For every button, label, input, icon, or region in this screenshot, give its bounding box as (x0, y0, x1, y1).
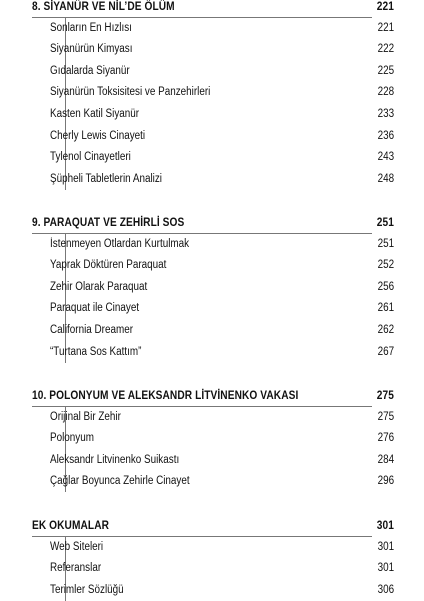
entry-title: Paraquat ile Cinayet (50, 302, 140, 315)
toc-entry[interactable] (32, 407, 394, 429)
toc-entry[interactable] (32, 471, 394, 493)
chapter-page-number: 275 (376, 388, 394, 402)
chapter-heading[interactable] (32, 515, 394, 537)
entry-page-number: 236 (377, 129, 394, 142)
toc-entry[interactable] (32, 277, 394, 299)
chapter-title: 8. SİYANÜR VE NİL’DE ÖLÜM (32, 0, 175, 13)
toc-chapter (32, 0, 394, 190)
toc-entry[interactable] (32, 104, 394, 126)
chapter-page-number: 221 (376, 0, 394, 13)
entry-title: Çağlar Boyunca Zehirle Cinayet (50, 475, 190, 488)
entry-title: Gıdalarda Siyanür (50, 64, 130, 77)
entry-page-number: 261 (377, 302, 394, 315)
toc-entry[interactable] (32, 255, 394, 277)
entry-title: Zehir Olarak Paraquat (50, 280, 148, 293)
entry-page-number: 301 (377, 562, 394, 575)
toc-chapter (32, 515, 394, 601)
toc-entry[interactable] (32, 558, 394, 580)
entry-page-number: 225 (377, 64, 394, 77)
entry-title: Sonların En Hızlısı (50, 21, 132, 34)
entry-title: Şüpheli Tabletlerin Analizi (50, 172, 162, 185)
entry-page-number: 221 (377, 21, 394, 34)
entry-page-number: 275 (377, 410, 394, 423)
toc-entry[interactable] (32, 234, 394, 256)
chapter-title: 9. PARAQUAT VE ZEHİRLİ SOS (32, 215, 185, 229)
entry-page-number: 243 (377, 151, 394, 164)
entry-page-number: 222 (377, 43, 394, 56)
toc-chapter (32, 212, 394, 363)
entry-page-number: 256 (377, 280, 394, 293)
entry-title: Referanslar (50, 562, 102, 575)
chapter-heading[interactable] (32, 0, 394, 18)
entry-page-number: 228 (377, 86, 394, 99)
entry-title: Terimler Sözlüğü (50, 583, 124, 596)
chapter-heading[interactable] (32, 385, 394, 407)
toc-entry[interactable] (32, 169, 394, 191)
toc-entry[interactable] (32, 61, 394, 83)
entry-page-number: 301 (377, 540, 394, 553)
entry-title: Polonyum (50, 432, 94, 445)
toc-entry[interactable] (32, 126, 394, 148)
toc-entry[interactable] (32, 342, 394, 364)
chapter-title: 10. POLONYUM VE ALEKSANDR LİTVİNENKO VAKASI (32, 388, 299, 402)
entry-title: California Dreamer (50, 323, 134, 336)
entry-page-number: 306 (377, 583, 394, 596)
toc-entry[interactable] (32, 39, 394, 61)
entry-page-number: 248 (377, 172, 394, 185)
toc-chapter (32, 385, 394, 493)
toc-entry[interactable] (32, 450, 394, 472)
entry-title: “Turtana Sos Kattım” (50, 345, 142, 358)
entry-page-number: 262 (377, 323, 394, 336)
chapter-heading[interactable] (32, 212, 394, 234)
entry-title: Yaprak Döktüren Paraquat (50, 259, 167, 272)
entry-page-number: 267 (377, 345, 394, 358)
entry-title: İstenmeyen Otlardan Kurtulmak (50, 237, 190, 250)
chapter-page-number: 301 (376, 518, 394, 532)
entry-title: Web Siteleri (50, 540, 104, 553)
toc-entry[interactable] (32, 82, 394, 104)
entry-page-number: 276 (377, 432, 394, 445)
entry-title: Orijinal Bir Zehir (50, 410, 121, 423)
toc-entry[interactable] (32, 537, 394, 559)
entry-title: Cherly Lewis Cinayeti (50, 129, 146, 142)
entry-page-number: 296 (377, 475, 394, 488)
entry-page-number: 233 (377, 107, 394, 120)
entry-page-number: 252 (377, 259, 394, 272)
entry-title: Aleksandr Litvinenko Suikastı (50, 453, 180, 466)
toc-entry[interactable] (32, 18, 394, 40)
toc-entry[interactable] (32, 580, 394, 601)
entry-title: Siyanürün Toksisitesi ve Panzehirleri (50, 86, 211, 99)
toc-entry[interactable] (32, 147, 394, 169)
chapter-page-number: 251 (376, 215, 394, 229)
toc-entry[interactable] (32, 298, 394, 320)
entry-title: Kasten Katil Siyanür (50, 107, 140, 120)
chapter-title: EK OKUMALAR (32, 518, 110, 532)
entry-title: Siyanürün Kimyası (50, 43, 133, 56)
entry-page-number: 251 (377, 237, 394, 250)
entry-page-number: 284 (377, 453, 394, 466)
toc-entry[interactable] (32, 320, 394, 342)
toc-entry[interactable] (32, 428, 394, 450)
entry-title: Tylenol Cinayetleri (50, 151, 131, 164)
